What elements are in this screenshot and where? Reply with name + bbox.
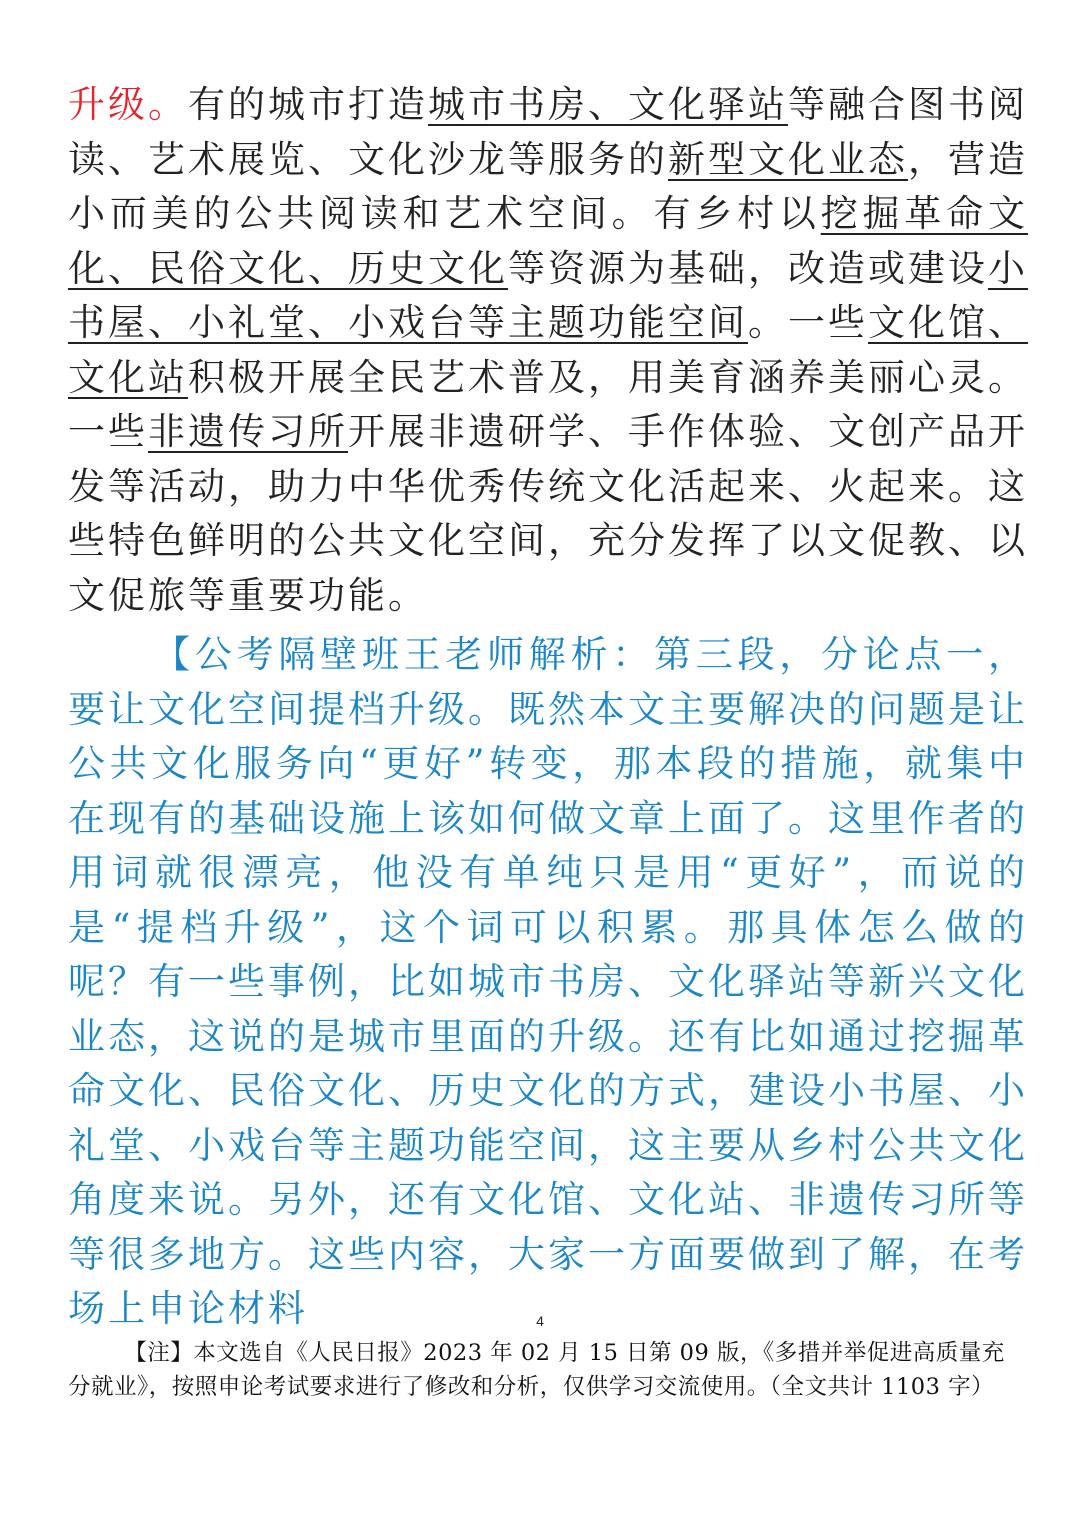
body-segment-underlined: 挖掘革命文化、民俗文化、历史文化 [68,192,1029,290]
source-note: 【注】本文选自《人民日报》2023 年 02 月 15 日第 09 版，《多措并举促进高质量充分就业》，按照申论考试要求进行了修改和分析，仅供学习交流使用。（全文共计 1103 字） [68,1340,1005,1400]
body-segment-underlined: 小书屋、小礼堂、小戏台等主题功能空间 [68,246,1028,344]
body-segment: 开展非遗研学、手作体验、文创产品开发等活动，助力中华优秀传统文化活起来、火起来。这些特色鲜明的公共文化空间，充分发挥了以文促教、以文促旅等重要功能。 [68,410,1028,617]
body-segment: ，营造小而美的公共阅读和艺术空间。有乡村以 [68,137,1028,235]
analysis-paragraph: 【公考隔壁班王老师解析：第三段，分论点一，要让文化空间提档升级。既然本文主要解决的问题是让公共文化服务向“更好”转变，那本段的措施，就集中在现有的基础设施上该如何做文章上面了。这里作者的用词就很漂亮，他没有单纯只是用“更好”，而说的是“提档升级”，这个词可以积累。那具体怎么做的呢？有一些事例，比如城市书房、文化驿站等新兴文化业态，这说的是城市里面的升级。还有比如通过挖掘革命文化、民俗文化、历史文化的方式，建设小书屋、小礼堂、小戏台等主题功能空间，这主要从乡村公共文化角度来说。另外，还有文化馆、文化站、非遗传习所等等很多地方。这些内容，大家一方面要做到了解，在考场上申论材料 [68,633,1028,1330]
body-segment-underlined: 文化馆、文化站 [68,301,1028,399]
body-segment: 等融合图书阅读、艺术展览、文化沙龙等服务的 [68,83,1028,181]
body-segment-underlined: 非遗传习所 [148,410,348,453]
body-segment: 。一些 [748,301,868,344]
body-segment-underlined: 城市书房、文化驿站 [428,83,788,126]
body-segment: 积极开展全民艺术普及，用美育涵养美丽心灵。一些 [68,355,1028,453]
body-segment-underlined: 新型文化业态 [668,137,908,181]
body-segment: 等资源为基础，改造或建设 [508,246,988,290]
body-paragraph [68,78,1028,623]
page-number: 4 [536,1313,544,1329]
body-segment: 升级。 [68,83,188,126]
body-segment: 有的城市打造 [188,83,428,126]
